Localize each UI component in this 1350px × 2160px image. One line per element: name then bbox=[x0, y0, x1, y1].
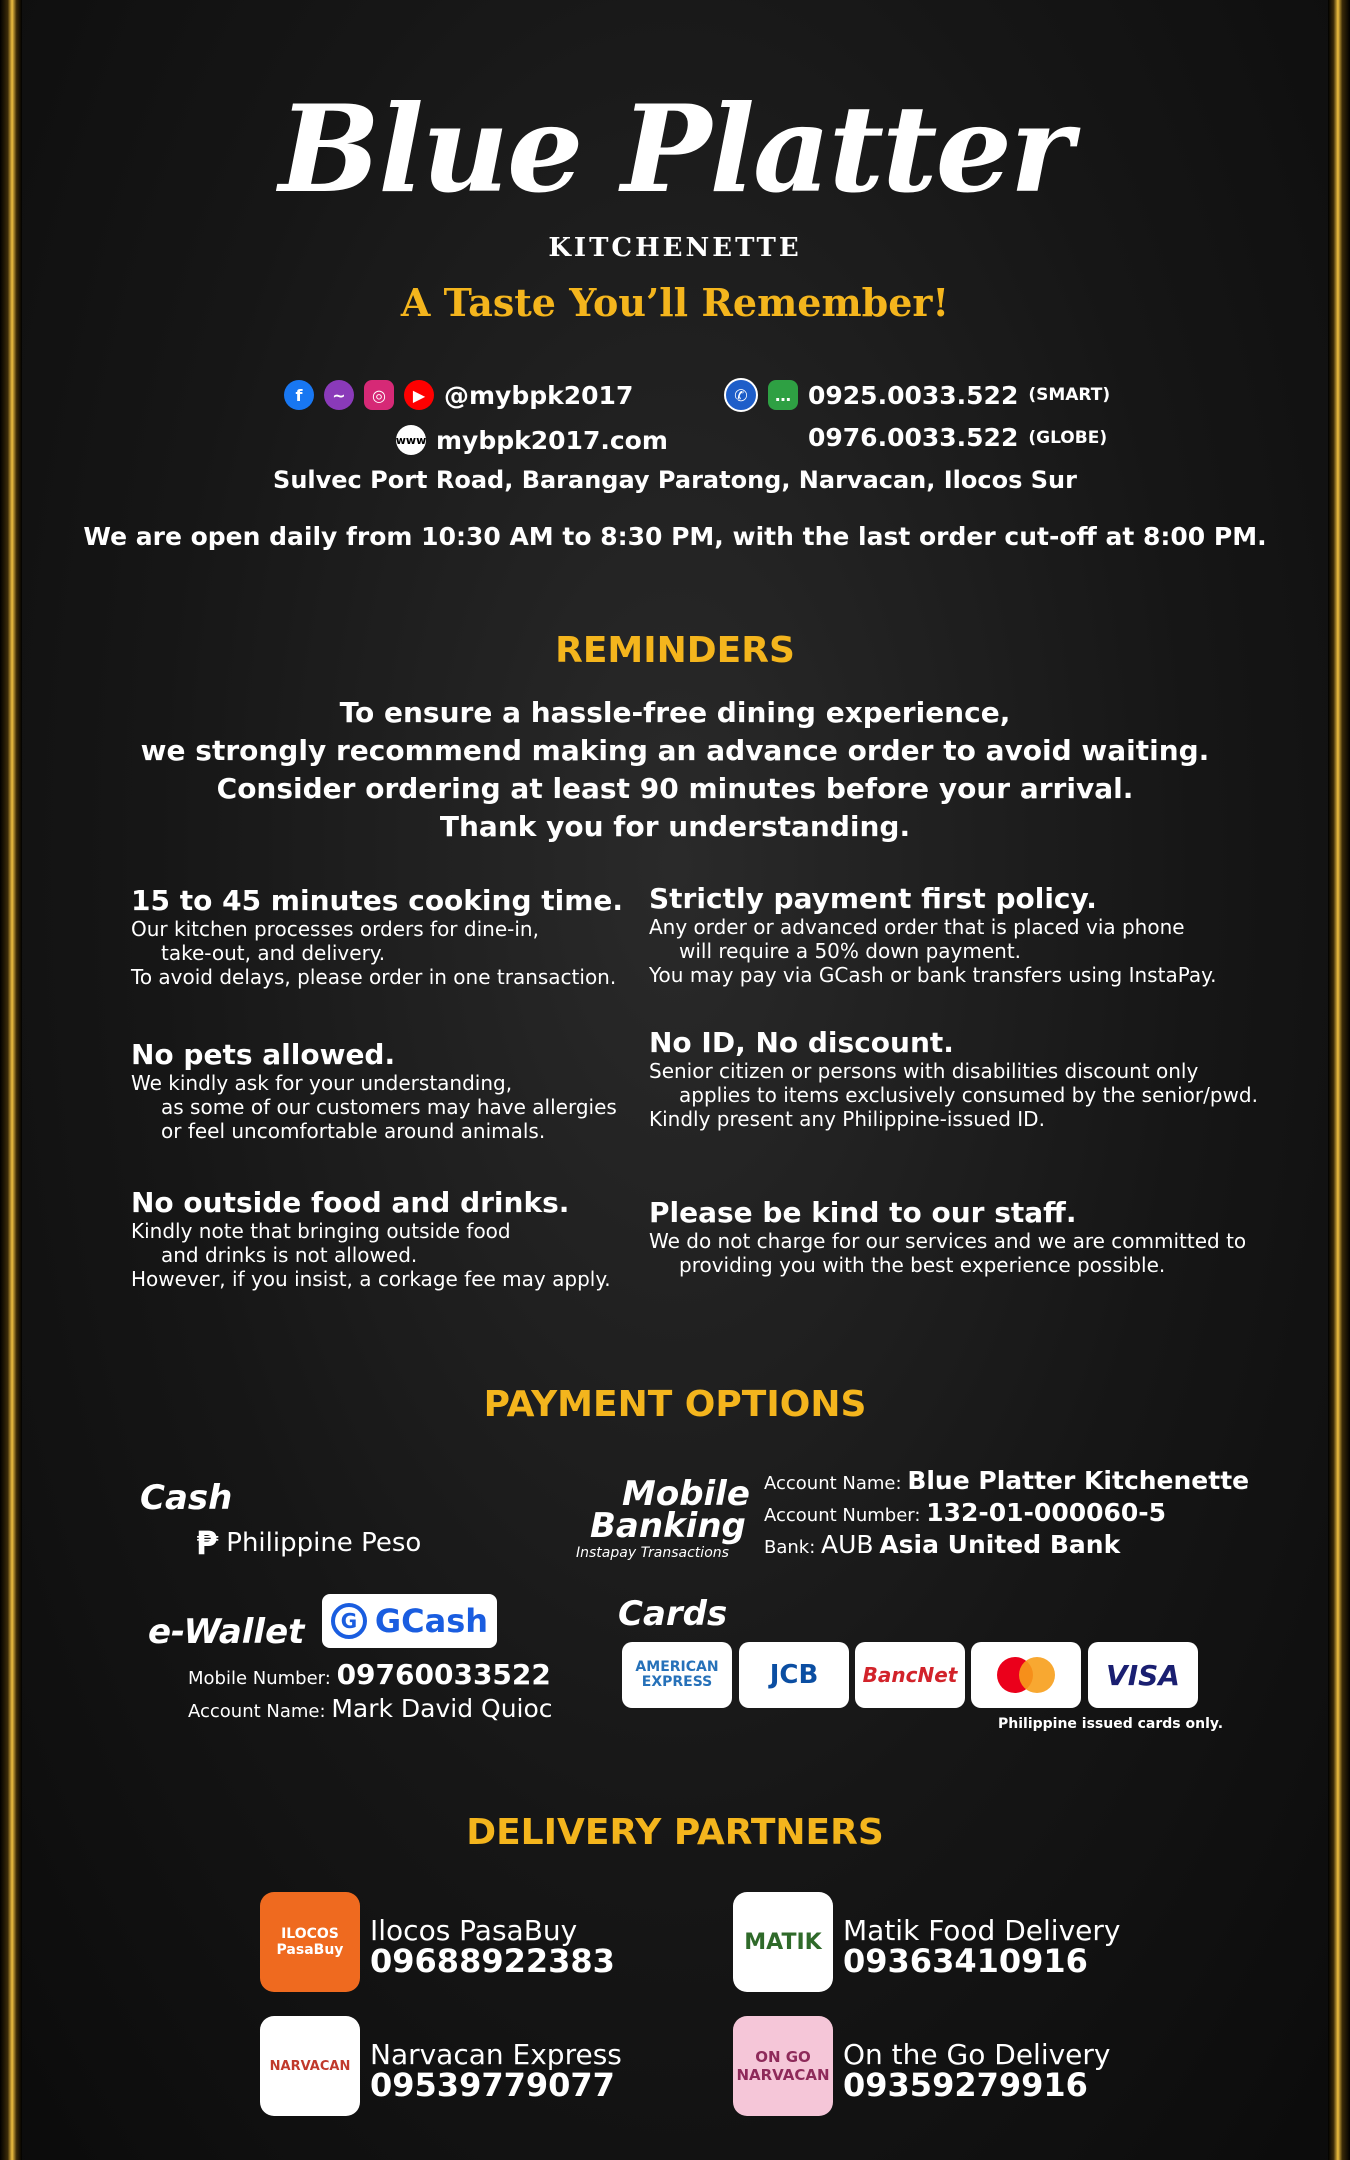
rule-line: take-out, and delivery. bbox=[161, 941, 386, 965]
mastercard-card-logo bbox=[971, 1642, 1081, 1708]
bank-name: Asia United Bank bbox=[879, 1530, 1121, 1559]
rule-line: Kindly present any Philippine-issued ID. bbox=[649, 1107, 1045, 1131]
gcash-logo bbox=[322, 1594, 497, 1648]
globe-icon: www bbox=[396, 425, 426, 455]
gcash-label: GCash bbox=[374, 1602, 489, 1640]
cash-currency-row bbox=[196, 1524, 421, 1562]
gcash-number-row bbox=[188, 1658, 551, 1691]
rule-line: providing you with the best experience possible. bbox=[679, 1253, 1166, 1277]
partner-number[interactable]: 09363410916 bbox=[843, 1942, 1088, 1980]
mastercard-orange-circle bbox=[1019, 1657, 1055, 1693]
messenger-icon: ~ bbox=[324, 380, 354, 410]
rule-kind-to-staff bbox=[649, 1196, 1269, 1277]
reminders-intro-line: we strongly recommend making an advance order to avoid waiting. bbox=[140, 734, 1210, 767]
rule-line: To avoid delays, please order in one transaction. bbox=[131, 965, 617, 989]
rule-line: will require a 50% down payment. bbox=[679, 939, 1022, 963]
rule-cooking-time bbox=[131, 884, 631, 989]
jcb-card-logo: JCB bbox=[739, 1642, 849, 1708]
rule-line: However, if you insist, a corkage fee may apply. bbox=[131, 1267, 611, 1291]
phone-globe: 0976.0033.522 bbox=[808, 423, 1019, 452]
rule-title: No pets allowed. bbox=[131, 1038, 396, 1071]
rule-no-id bbox=[649, 1026, 1269, 1131]
partner-number[interactable]: 09539779077 bbox=[370, 2066, 615, 2104]
sms-icon: … bbox=[768, 380, 798, 410]
on-the-go-logo: ON GO NARVACAN bbox=[733, 2016, 833, 2116]
reminders-intro-line: Thank you for understanding. bbox=[439, 810, 911, 843]
rule-title: No ID, No discount. bbox=[649, 1026, 954, 1059]
bank-short: AUB bbox=[821, 1530, 874, 1559]
brand-subtitle: KITCHENETTE bbox=[548, 233, 802, 263]
opening-hours: We are open daily from 10:30 AM to 8:30 PM, with the last order cut-off at 8:00 PM. bbox=[83, 522, 1267, 551]
rule-line: Any order or advanced order that is placed via phone bbox=[649, 915, 1185, 939]
cash-currency: Philippine Peso bbox=[226, 1528, 422, 1558]
narvacan-express-logo: NARVACAN bbox=[260, 2016, 360, 2116]
cash-label: Cash bbox=[140, 1478, 233, 1518]
brand-logo: Blue Platter bbox=[278, 79, 1072, 220]
gcash-number-label: Mobile Number: bbox=[188, 1668, 331, 1689]
instagram-icon: ◎ bbox=[364, 380, 394, 410]
partner-number[interactable]: 09688922383 bbox=[370, 1942, 615, 1980]
website-row[interactable] bbox=[396, 425, 668, 455]
rule-line: Senior citizen or persons with disabilities discount only bbox=[649, 1059, 1199, 1083]
social-handle: @mybpk2017 bbox=[444, 380, 634, 410]
reminders-intro-line: To ensure a hassle-free dining experience, bbox=[339, 696, 1011, 729]
gcash-icon: G bbox=[331, 1603, 367, 1639]
phone-globe-label: (GLOBE) bbox=[1028, 427, 1108, 448]
rule-line: You may pay via GCash or bank transfers using InstaPay. bbox=[649, 963, 1217, 987]
rule-payment-first bbox=[649, 882, 1249, 987]
matik-logo: MATIK bbox=[733, 1892, 833, 1992]
rule-line: We do not charge for our services and we are committed to bbox=[649, 1229, 1247, 1253]
phone-smart-label: (SMART) bbox=[1028, 385, 1111, 405]
bancnet-card-logo: BancNet bbox=[855, 1642, 965, 1708]
delivery-title: DELIVERY PARTNERS bbox=[466, 1812, 884, 1853]
bank-label: Bank: bbox=[764, 1537, 816, 1558]
rule-no-pets bbox=[131, 1038, 631, 1143]
tagline: A Taste You’ll Remember! bbox=[400, 280, 950, 325]
gcash-number: 09760033522 bbox=[336, 1658, 551, 1691]
bank-account-name: Blue Platter Kitchenette bbox=[907, 1466, 1250, 1495]
gcash-name-label: Account Name: bbox=[188, 1701, 326, 1722]
phone-icon: ✆ bbox=[724, 378, 758, 412]
rule-line: Our kitchen processes orders for dine-in, bbox=[131, 917, 539, 941]
bank-row bbox=[764, 1530, 1120, 1559]
website: mybpk2017.com bbox=[436, 425, 668, 455]
phone-smart: 0925.0033.522 bbox=[808, 380, 1019, 410]
visa-card-logo: VISA bbox=[1088, 1642, 1198, 1708]
peso-icon: ₱ bbox=[196, 1524, 219, 1562]
reminders-title: REMINDERS bbox=[555, 630, 795, 671]
partner-number[interactable]: 09359279916 bbox=[843, 2066, 1088, 2104]
bank-account-name-row bbox=[764, 1466, 1249, 1495]
reminders-intro bbox=[0, 694, 1350, 846]
rule-line: or feel uncomfortable around animals. bbox=[161, 1119, 546, 1143]
cards-label: Cards bbox=[618, 1594, 728, 1634]
rule-no-outside-food bbox=[131, 1186, 631, 1291]
mobile-label-1: Mobile bbox=[622, 1474, 750, 1514]
mobile-label-2: Banking bbox=[590, 1506, 746, 1546]
ilocos-pasabuy-logo: ILOCOS PasaBuy bbox=[260, 1892, 360, 1992]
rule-title: 15 to 45 minutes cooking time. bbox=[131, 884, 624, 917]
mobile-sub: Instapay Transactions bbox=[576, 1545, 729, 1561]
amex-card-logo: AMERICAN EXPRESS bbox=[622, 1642, 732, 1708]
phone-smart-row[interactable] bbox=[724, 378, 1110, 412]
address: Sulvec Port Road, Barangay Paratong, Narvacan, Ilocos Sur bbox=[273, 466, 1077, 494]
rule-title: Strictly payment first policy. bbox=[649, 882, 1097, 915]
reminders-intro-line: Consider ordering at least 90 minutes before your arrival. bbox=[216, 772, 1134, 805]
rule-line: as some of our customers may have allergies bbox=[161, 1095, 617, 1119]
rule-line: applies to items exclusively consumed by the senior/pwd. bbox=[679, 1083, 1258, 1107]
partner-name: Matik Food Delivery bbox=[843, 1914, 1121, 1947]
rule-title: No outside food and drinks. bbox=[131, 1186, 570, 1219]
rule-title: Please be kind to our staff. bbox=[649, 1196, 1077, 1229]
facebook-icon: f bbox=[284, 380, 314, 410]
payment-title: PAYMENT OPTIONS bbox=[483, 1384, 867, 1425]
rule-line: and drinks is not allowed. bbox=[161, 1243, 418, 1267]
partner-name: Ilocos PasaBuy bbox=[370, 1914, 578, 1947]
ewallet-label: e-Wallet bbox=[148, 1612, 305, 1652]
bank-account-number-row bbox=[764, 1498, 1166, 1527]
bank-account-number: 132-01-000060-5 bbox=[926, 1498, 1167, 1527]
partner-name: Narvacan Express bbox=[370, 2038, 622, 2071]
bank-account-name-label: Account Name: bbox=[764, 1473, 902, 1494]
bank-account-number-label: Account Number: bbox=[764, 1505, 921, 1526]
youtube-icon: ▶ bbox=[404, 380, 434, 410]
gcash-name: Mark David Quioc bbox=[331, 1694, 553, 1723]
rule-line: We kindly ask for your understanding, bbox=[131, 1071, 513, 1095]
social-handle-row[interactable] bbox=[284, 380, 633, 410]
cards-note: Philippine issued cards only. bbox=[998, 1716, 1224, 1732]
rule-line: Kindly note that bringing outside food bbox=[131, 1219, 511, 1243]
partner-name: On the Go Delivery bbox=[843, 2038, 1111, 2071]
gcash-name-row bbox=[188, 1694, 553, 1723]
phone-globe-row[interactable] bbox=[808, 423, 1107, 452]
